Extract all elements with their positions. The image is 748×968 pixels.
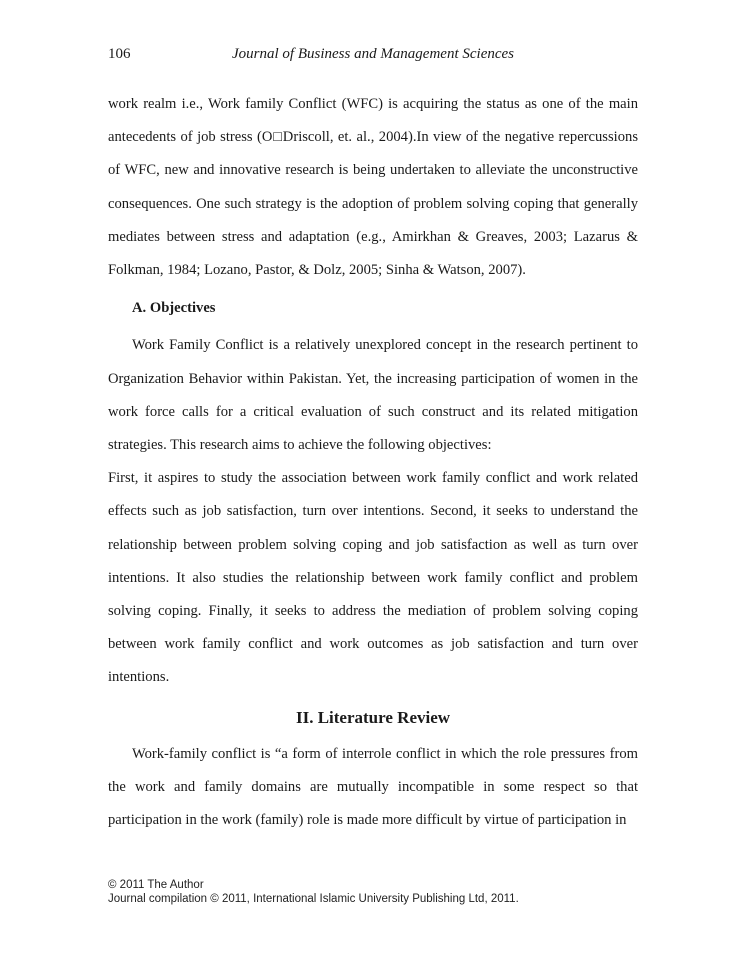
objectives-heading: A. Objectives: [132, 300, 216, 317]
running-header: [108, 44, 638, 64]
journal-title: Journal of Business and Management Sciences: [231, 46, 515, 62]
paragraph-objectives-list: First, it aspires to study the association between work family conflict and work related effects such as job satisfaction, turn over intentions. Second, it seeks to understand the relationship between problem solving coping and job satisfaction as well as turn over intentions. It also studies the relationship between work family conflict and problem solving coping. Finally, it seeks to address the mediation of problem solving coping between work family conflict and work outcomes as job satisfaction and turn over intentions.: [108, 470, 638, 686]
paragraph-continuation: work realm i.e., Work family Conflict (WFC) is acquiring the status as one of the main antecedents of job stress (O□Driscoll, et. al., 2004).In view of the negative repercussions of WFC, new and innovative research is being undertaken to alleviate the unconstructive consequences. One such strategy is the adoption of problem solving coping that generally mediates between stress and adaptation (e.g., Amirkhan & Greaves, 2003; Lazarus & Folkman, 1984; Lozano, Pastor, & Dolz, 2005; Sinha & Watson, 2007).: [108, 96, 638, 279]
page-number: 106: [108, 46, 131, 62]
paragraph-literature-review: Work-family conflict is “a form of interrole conflict in which the role pressures from the work and family domains are mutually incompatible in some respect so that participation in the work (family) role is made more difficult by virtue of participation in: [108, 745, 638, 829]
body-text: [108, 88, 638, 837]
page-footer: [108, 878, 668, 906]
paragraph-objectives-intro: Work Family Conflict is a relatively unexplored concept in the research pertinent to Organization Behavior within Pakistan. Yet, the increasing participation of women in the work force calls for a critical evaluation of such construct and its related mitigation strategies. This research aims to achieve the following objectives:: [108, 337, 638, 454]
journal-compilation-line: Journal compilation © 2011, International Islamic University Publishing Ltd, 2011.: [108, 893, 519, 905]
literature-review-heading: II. Literature Review: [295, 707, 451, 727]
copyright-line: © 2011 The Author: [108, 879, 204, 891]
